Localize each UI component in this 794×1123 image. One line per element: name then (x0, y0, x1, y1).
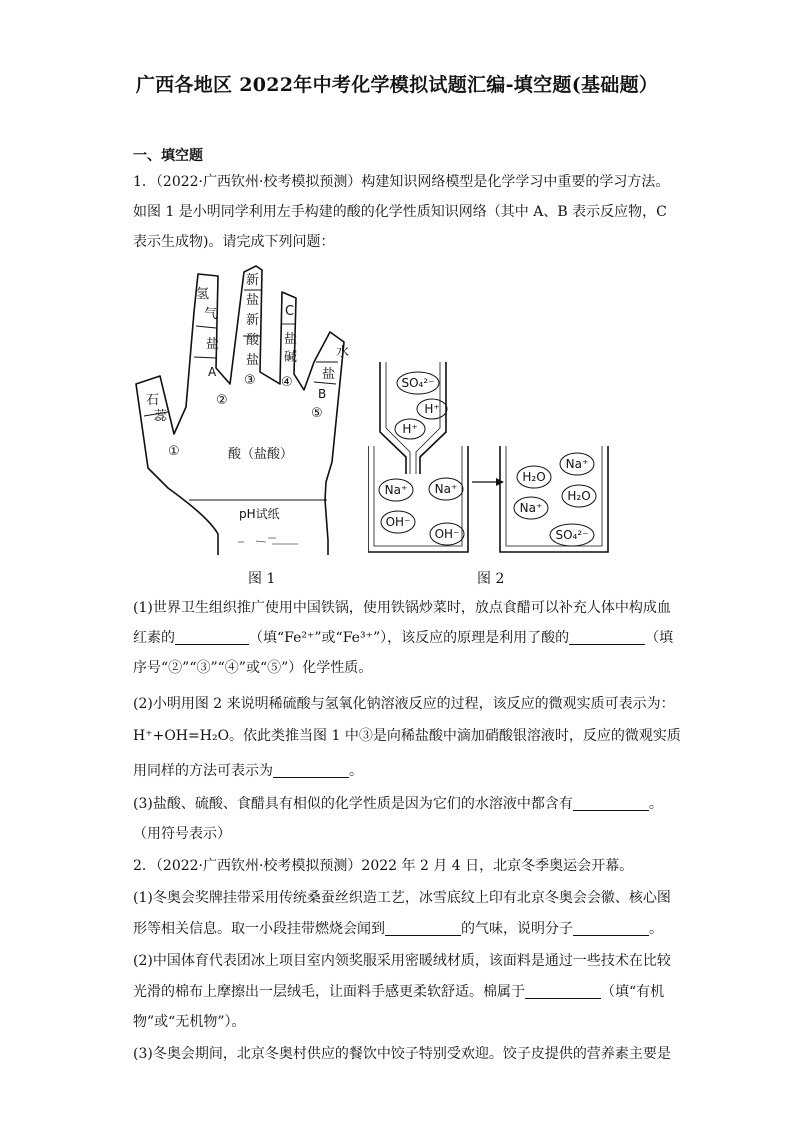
q2-sub2-text-a: 光滑的棉布上摩擦出一层绒毛，让面料手感更柔软舒适。棉属于 (133, 984, 525, 1000)
q1-sub1-line-3: 序号“②”“③”“④”或“⑤”）化学性质。 (133, 660, 373, 676)
q1-sub3-text-b: 。 (648, 796, 663, 812)
q2-sub1-text-b: 的气味，说明分子 (461, 921, 573, 937)
q2-sub1-text-a: 形等相关信息。取一小段挂带燃烧会闻到 (133, 921, 385, 937)
reaction-number-3: ③ (244, 373, 256, 388)
q1-sub3-text-a: (3)盐酸、硫酸、食醋具有相似的化学性质是因为它们的水溶液中都含有 (133, 796, 573, 812)
thumb-label-2: 蕊 (154, 409, 168, 424)
figure-2-caption: 图 2 (477, 571, 505, 587)
sodium-ion-label: Na⁺ (384, 483, 408, 497)
q2-sub2-line-3: 物”或“无机物”）。 (133, 1014, 246, 1030)
q1-sub1-text-b: （填“Fe²⁺”或“Fe³⁺”），该反应的原理是利用了酸的 (249, 630, 570, 646)
answer-blank[interactable] (569, 630, 645, 645)
q2-sub2-text-b: （填“有机 (601, 984, 665, 1000)
page-title: 广西各地区 2022年中考化学模拟试题汇编-填空题(基础题） (135, 74, 659, 96)
q1-sub3-line-2: （用符号表示） (133, 826, 231, 842)
sodium-ion-label: Na⁺ (434, 482, 458, 496)
q2-line-1: 2．（2022·广西钦州·校考模拟预测）2022 年 2 月 4 日，北京冬季奥运会开幕。 (133, 858, 634, 874)
q1-sub2-line-2: H⁺+OH=H₂O。依此类推当图 1 中③是向稀盐酸中滴加硝酸银溶液时，反应的微观实质 (133, 728, 681, 744)
q1-line-2: 如图 1 是小明同学利用左手构建的酸的化学性质知识网络（其中 A、B 表示反应物，C (133, 204, 667, 220)
q2-sub2-line-2 (133, 984, 664, 1001)
ring-label-1: C (285, 304, 295, 319)
water-molecule-label: H₂O (567, 489, 591, 503)
hydrogen-ion-label: H⁺ (424, 402, 440, 416)
middle-label-3: 新 (246, 313, 260, 328)
q1-sub1-line-1: (1)世界卫生组织推广使用中国铁锅，使用铁锅炒菜时，放点食醋可以补充人体中构成血 (133, 600, 671, 616)
q2-sub1-line-1: (1)冬奥会奖牌挂带采用传统桑蚕丝织造工艺，冰雪底纹上印有北京冬奥会会徽、核心图 (133, 890, 671, 906)
thumb-label-1: 石 (146, 393, 160, 408)
section-heading: 一、填空题 (133, 148, 203, 164)
wrist-label: pH试纸 (239, 507, 280, 521)
palm-label: 酸（盐酸） (228, 447, 294, 462)
index-label-2: 气 (204, 307, 218, 322)
answer-blank[interactable] (175, 630, 249, 645)
hydrogen-ion-label: H⁺ (402, 422, 418, 436)
q2-sub2-line-1: (2)中国体育代表团冰上项目室内领奖服采用密暖绒材质，该面料是通过一些技术在比较 (133, 953, 671, 969)
answer-blank[interactable] (573, 921, 649, 936)
reaction-number-1: ① (168, 444, 180, 459)
q1-sub1-line-2 (133, 630, 673, 647)
reaction-number-2: ② (216, 393, 228, 408)
middle-label-2: 盐 (246, 293, 260, 308)
index-label-1: 氢 (196, 287, 210, 302)
hydroxide-ion-label: OH⁻ (385, 515, 411, 529)
little-label-2: 盐 (322, 367, 336, 382)
q1-sub2-line-3 (133, 763, 363, 780)
little-label-1: 水 (336, 345, 350, 360)
middle-label-4: 酸 (246, 333, 260, 348)
figure-1-hand-diagram (130, 262, 370, 562)
answer-blank[interactable] (525, 984, 601, 999)
sulfate-ion-label: SO₄²⁻ (555, 528, 589, 542)
answer-blank[interactable] (273, 763, 349, 778)
q1-sub3-line-1 (133, 796, 663, 813)
ring-label-3: 碱 (284, 350, 298, 365)
reaction-number-5: ⑤ (311, 406, 323, 421)
sodium-ion-label: Na⁺ (565, 457, 589, 471)
hydroxide-ion-label: OH⁻ (434, 527, 460, 541)
sulfate-ion-label: SO₄²⁻ (401, 376, 435, 390)
middle-label-5: 盐 (246, 353, 260, 368)
index-label-3: 盐 (206, 337, 220, 352)
q1-line-3: 表示生成物)。请完成下列问题： (133, 234, 335, 250)
figure-2-beaker-diagram (368, 362, 628, 562)
q1-line-1: 1．（2022·广西钦州·校考模拟预测）构建知识网络模型是化学学习中重要的学习方法。 (133, 174, 670, 190)
answer-blank[interactable] (385, 921, 461, 936)
q1-sub1-text-a: 红素的 (133, 630, 175, 646)
q1-sub2-text-a: 用同样的方法可表示为 (133, 763, 273, 779)
q1-sub2-text-b: 。 (349, 763, 363, 779)
sodium-ion-label: Na⁺ (519, 501, 543, 515)
ring-label-2: 盐 (284, 332, 298, 347)
index-label-4: A (208, 365, 217, 379)
middle-label-1: 新 (246, 273, 260, 288)
q1-sub2-line-1: (2)小明用图 2 来说明稀硫酸与氢氧化钠溶液反应的过程，该反应的微观实质可表示为： (133, 696, 675, 712)
little-label-3: B (318, 387, 327, 401)
q2-sub3-line-1: (3)冬奥会期间，北京冬奥村供应的餐饮中饺子特别受欢迎。饺子皮提供的营养素主要是 (133, 1046, 671, 1062)
reaction-number-4: ④ (281, 375, 293, 390)
q2-sub1-line-2 (133, 921, 663, 938)
figure-1-caption: 图 1 (248, 571, 276, 587)
q2-sub1-text-c: 。 (649, 921, 663, 937)
answer-blank[interactable] (573, 796, 649, 811)
q1-sub1-text-c: （填 (645, 630, 674, 646)
water-molecule-label: H₂O (522, 470, 546, 484)
